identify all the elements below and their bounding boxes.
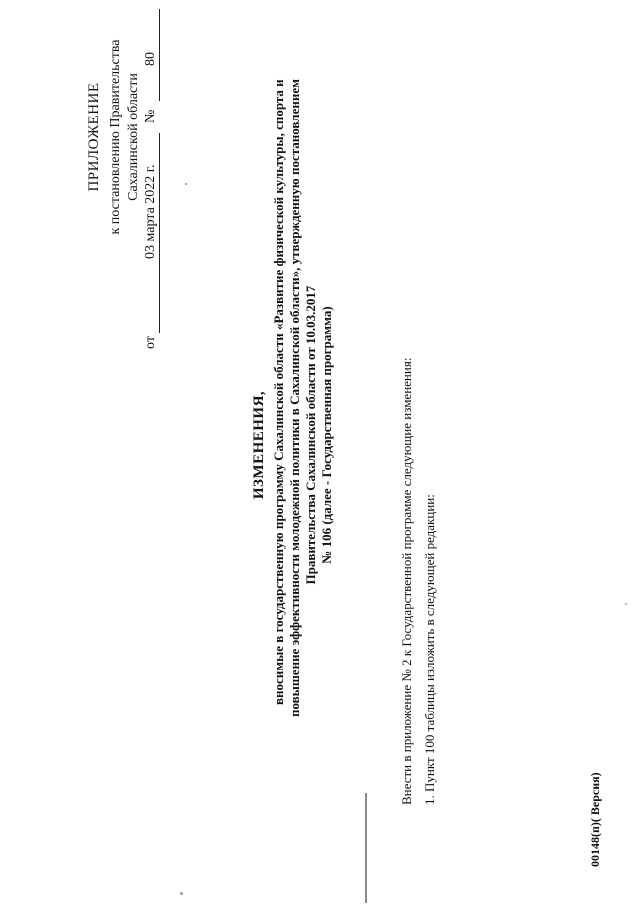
body-item-1: 1. Пункт 100 таблицы изложить в следующей редакции: — [422, 494, 437, 805]
changes-subtitle-line-3: Правительства Сахалинской области от 10.03.2017 — [303, 285, 318, 585]
scan-edge-line — [365, 793, 367, 903]
changes-subtitle-line-4: № 106 (далее - Государственная программа) — [319, 306, 334, 564]
scan-speck — [625, 603, 627, 605]
changes-subtitle-line-2: повышение эффективности молодежной политики в Сахалинской области», утвержденную постановлением — [287, 79, 302, 717]
appendix-date-row — [143, 9, 161, 349]
appendix-number-label: № — [143, 109, 158, 123]
scan-speck — [185, 183, 187, 185]
changes-title: ИЗМЕНЕНИЯ, — [251, 390, 267, 500]
appendix-number: 80 — [143, 52, 158, 66]
changes-subtitle-line-1: вносимые в государственную программу Сахалинской области «Развитие физической культуры, спорта и — [271, 79, 286, 705]
appendix-date: 03 марта 2022 г. — [143, 164, 158, 259]
appendix-from-label: от — [143, 336, 158, 349]
body-intro: Внести в приложение № 2 к Государственной программе следующие изменения: — [399, 357, 414, 805]
scan-speck — [180, 892, 183, 895]
appendix-decree-line: к постановлению Правительства — [108, 39, 123, 235]
appendix-title: ПРИЛОЖЕНИЕ — [86, 82, 102, 192]
document-code: 00148(п)( Версия) — [588, 772, 602, 867]
appendix-region-line: Сахалинской области — [126, 73, 141, 201]
